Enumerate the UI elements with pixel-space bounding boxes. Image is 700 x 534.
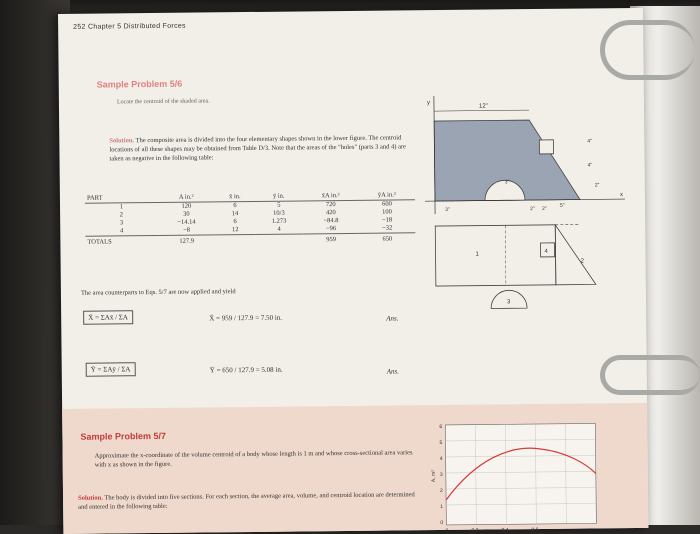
shaded-area-diagram (424, 94, 625, 214)
ytick: 0 (440, 520, 443, 526)
cell: 10/3 (255, 209, 303, 218)
table-totals-row (85, 233, 415, 247)
cell: TOTALS (85, 235, 158, 246)
dim-right-1: 4" (587, 138, 592, 144)
formula-x-box: X̄ = ΣAx̄ / ΣA (83, 310, 133, 325)
cell: −14.14 (158, 218, 215, 227)
xtick: 0 (445, 528, 448, 534)
graph-ylabel: A, m² (431, 470, 437, 482)
cell: 600 (359, 200, 415, 209)
sample-problem-statement: Locate the centroid of the shaded area. (117, 98, 210, 105)
solution-2-text: The body is divided into five sections. For each section, the average area, volume, and centroid location are determined and entered in the following table: (78, 491, 415, 511)
solution-text: The composite area is divided into the four elementary shapes shown in the lower figure. The centroid locations of all these shapes may be obtained from Table D/3. Note that the areas of the "holes" (parts 3 and 4) are taken as negative in the following table: (109, 134, 406, 162)
cell: 420 (303, 209, 359, 218)
cell: −84.8 (303, 217, 359, 226)
cell: 30 (158, 210, 215, 219)
col-part: PART (85, 193, 158, 203)
cell: 5 (255, 201, 303, 210)
dim-bottom-4: 5" (560, 203, 565, 209)
cell: 1.273 (255, 217, 303, 226)
ytick: 1 (440, 504, 443, 510)
result-x: X̄ = 959 / 127.9 = 7.50 in. (209, 314, 282, 323)
col-ybar: ȳ in. (255, 191, 303, 201)
yield-text: The area counterparts to Eqs. 5/7 are now applied and yield (81, 288, 236, 297)
cell (215, 234, 255, 245)
cell: 14 (215, 210, 255, 218)
result-y: Ȳ = 650 / 127.9 = 5.08 in. (210, 366, 283, 375)
cell: 12 (215, 226, 255, 235)
ytick: 2 (440, 488, 443, 494)
cell: −8 (158, 226, 215, 235)
sample-problem-title: Sample Problem 5/6 (97, 79, 183, 90)
dim-right-3: 2" (595, 182, 600, 188)
sample-problem-2-statement: Approximate the x-coordinate of the volume centroid of a body whose length is 1 m and whose cross-sectional area varies with x as shown in the figure. (95, 448, 425, 469)
axis-y-label: y (427, 100, 430, 106)
col-ybar-a: ȳA in.³ (359, 190, 415, 200)
cell: 6 (215, 201, 255, 210)
cell: 127.9 (158, 235, 215, 246)
page-header: 252 Chapter 5 Distributed Forces (73, 23, 186, 31)
col-area: A in.² (158, 192, 215, 202)
col-xbar: x̄ in. (215, 192, 255, 202)
cell: 720 (303, 200, 359, 209)
solution-2-label: Solution. (78, 495, 103, 502)
cell: −18 (359, 216, 415, 225)
dim-bottom-3: 2" (542, 206, 547, 212)
cell: 4 (85, 227, 158, 236)
cell: −96 (303, 225, 359, 234)
axis-x-label: x (620, 192, 623, 198)
cell (255, 234, 303, 245)
solution-label: Solution. (109, 137, 134, 144)
dim-hole: 3" (505, 179, 510, 185)
cell: 120 (158, 202, 215, 211)
solution-paragraph (109, 133, 409, 163)
part-label-3: 3 (507, 299, 511, 305)
formula-y-box: Ȳ = ΣAȳ / ΣA (86, 362, 136, 377)
composite-area-figure (419, 94, 632, 336)
part-label-4: 4 (544, 249, 548, 255)
dim-top: 12" (479, 104, 488, 110)
ytick: 6 (439, 424, 442, 430)
dim-bottom-2: 2" (530, 206, 535, 212)
dim-right-2: 4" (588, 162, 593, 168)
cell: 4 (255, 225, 303, 234)
sample-problem-2-solution (78, 490, 418, 512)
cell: −32 (359, 224, 415, 233)
xtick: 0.2 (471, 528, 478, 534)
cell: 6 (215, 218, 255, 226)
centroid-table (85, 190, 416, 246)
xtick: 0.6 (531, 527, 538, 533)
dim-bottom-1: 3" (445, 207, 450, 213)
area-graph (430, 418, 601, 530)
binder-ring-top (600, 20, 695, 80)
ytick: 5 (439, 440, 442, 446)
answer-x: Ans. (386, 314, 398, 322)
part-label-2: 2 (581, 258, 585, 264)
formula-y (86, 365, 136, 374)
cell: 2 (85, 211, 158, 220)
ytick: 4 (440, 456, 443, 462)
cell: 650 (359, 233, 415, 244)
answer-y: Ans. (387, 367, 399, 375)
binder-ring-bottom (600, 355, 700, 395)
part-label-1: 1 (476, 252, 480, 258)
xtick: 0.4 (501, 527, 508, 533)
ytick: 3 (440, 472, 443, 478)
decomposition-diagram (435, 224, 596, 309)
cell: 1 (85, 202, 158, 211)
cell: 100 (359, 208, 415, 217)
formula-x (83, 313, 133, 322)
cell: 3 (85, 219, 158, 228)
textbook-page (58, 8, 648, 534)
sample-problem-2-title: Sample Problem 5/7 (80, 431, 166, 442)
cell: 959 (303, 233, 359, 244)
col-xbar-a: x̄A in.³ (303, 191, 359, 201)
